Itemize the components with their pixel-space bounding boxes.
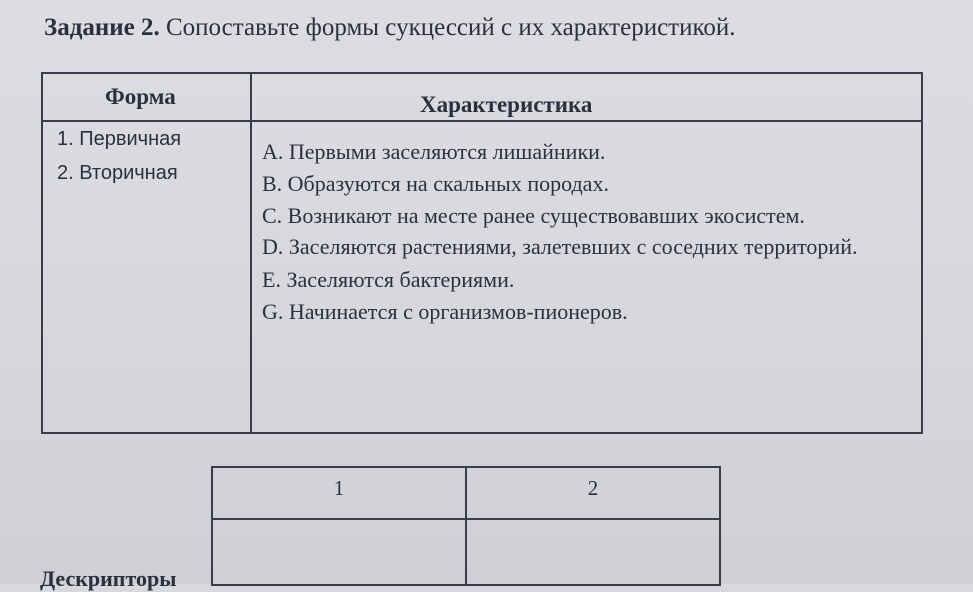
matching-table xyxy=(41,72,923,434)
form-item-secondary: 2. Вторичная xyxy=(57,162,178,184)
characteristic-d-text: D. Заселяются растениями, залетевших с соседних территорий. xyxy=(262,234,858,259)
answer-table xyxy=(211,466,721,586)
answer-header-1: 1 xyxy=(212,467,466,519)
answer-header-row xyxy=(212,467,720,519)
task-instruction: Сопоставьте формы сукцессий с их характеристикой. xyxy=(166,14,736,41)
characteristic-a: А. Первыми заселяются лишайники. xyxy=(262,139,606,164)
header-characteristic: Характеристика xyxy=(420,92,593,117)
form-item-primary: 1. Первичная xyxy=(57,128,182,150)
characteristic-g: G. Начинается с организмов-пионеров. xyxy=(262,299,628,324)
header-form: Форма xyxy=(105,84,176,109)
forms-list xyxy=(57,122,181,190)
answer-cell-1[interactable] xyxy=(212,519,466,585)
answer-cell-2[interactable] xyxy=(466,519,720,585)
characteristic-d xyxy=(262,232,872,264)
column-divider xyxy=(250,74,252,432)
descriptors-heading-cut: Дескрипторы xyxy=(40,566,177,591)
characteristic-e: Е. Заселяются бактериями. xyxy=(262,267,515,292)
answer-input-row xyxy=(212,519,720,585)
characteristics-list xyxy=(262,136,872,328)
task-title xyxy=(44,14,735,42)
characteristic-c: С. Возникают на месте ранее существовавших экосистем. xyxy=(262,203,805,228)
characteristic-b: В. Образуются на скальных породах. xyxy=(262,171,609,196)
answer-header-2: 2 xyxy=(466,467,720,519)
task-number: Задание 2. xyxy=(44,14,160,41)
